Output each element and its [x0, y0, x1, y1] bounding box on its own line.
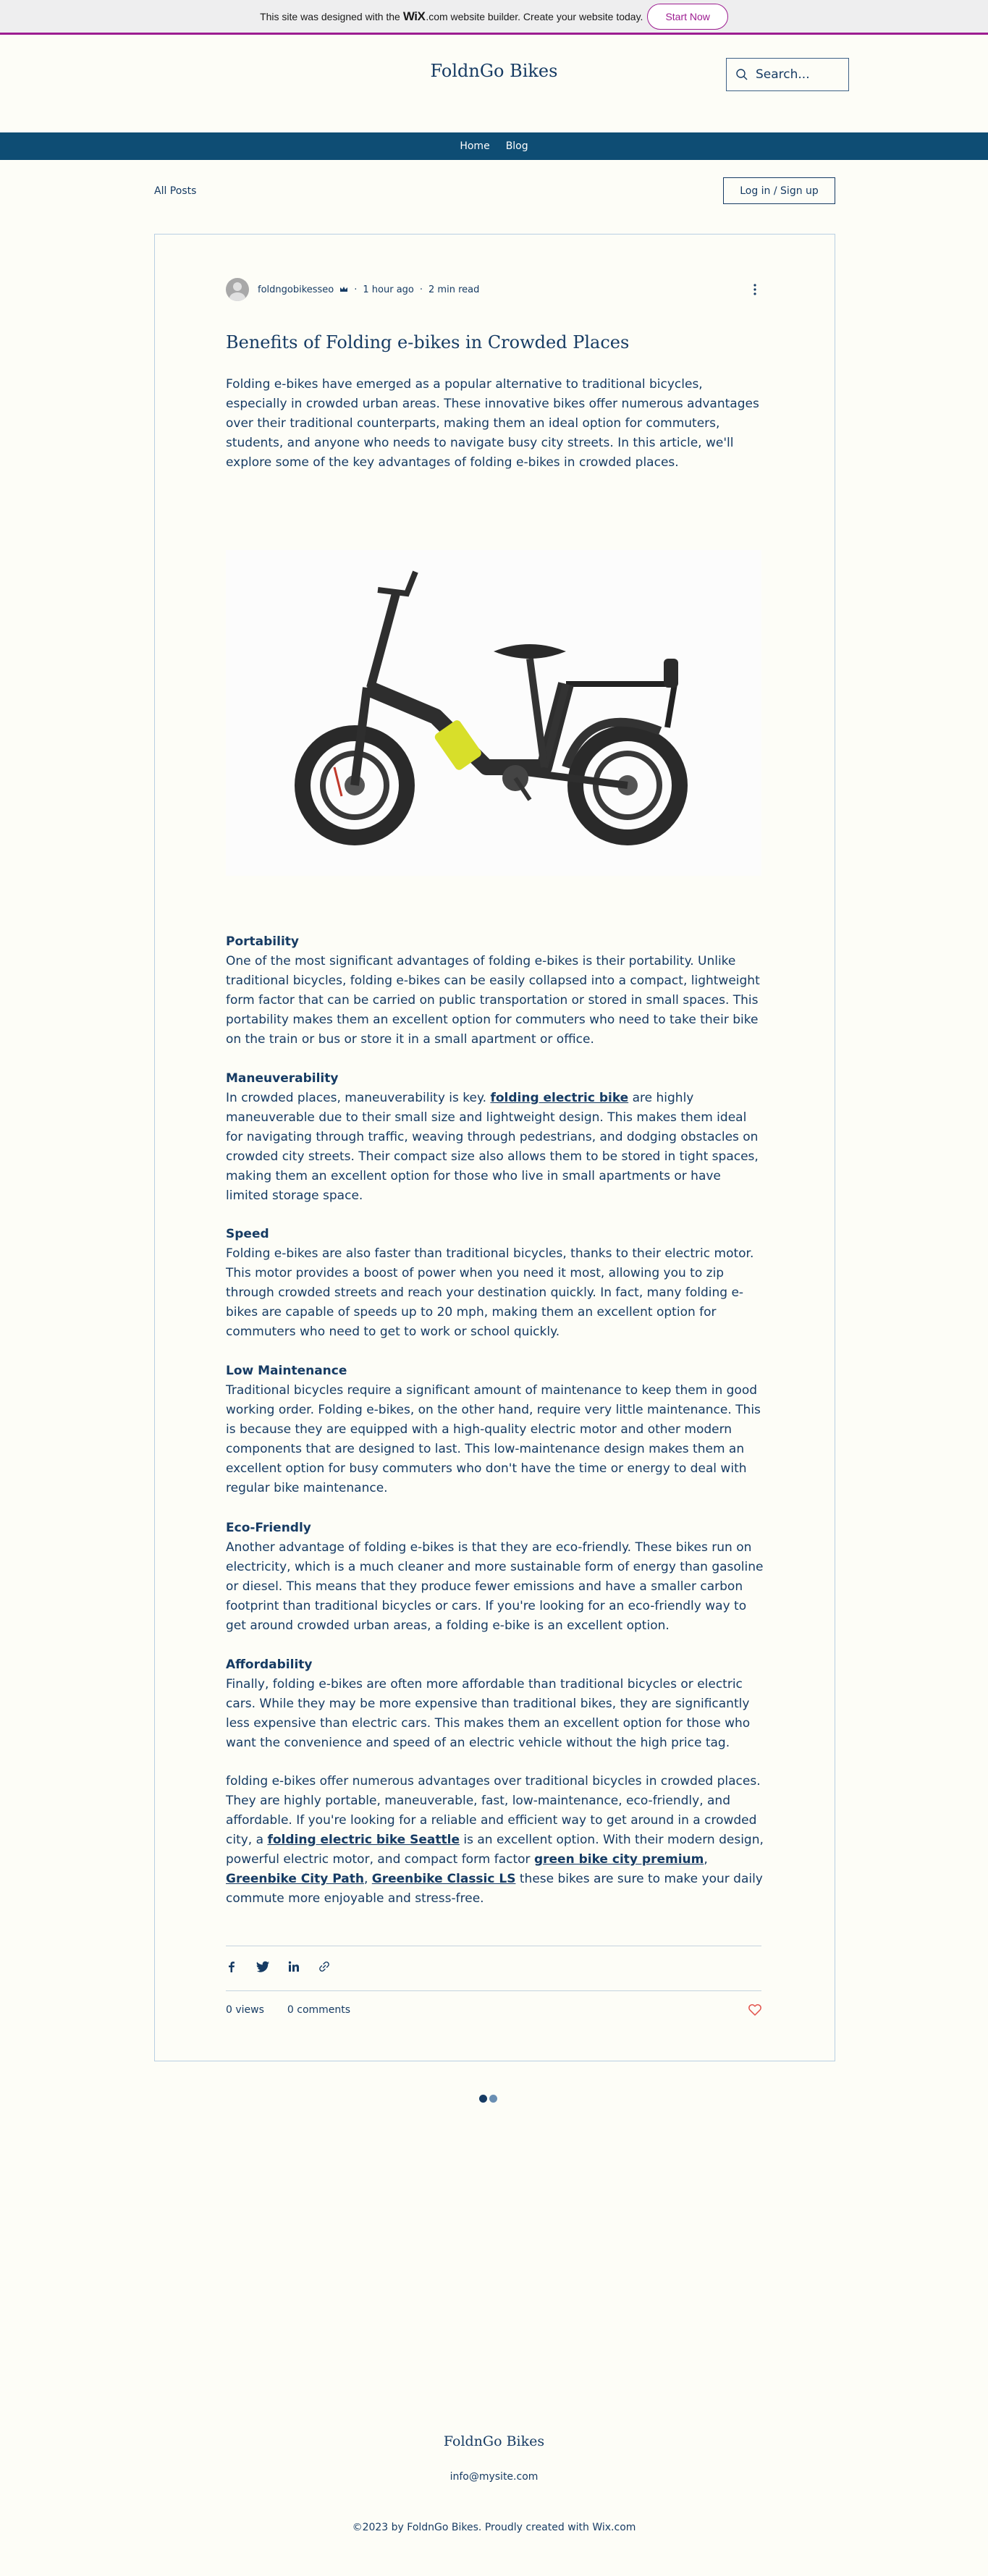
conclusion-text: is an excellent option. With their modern design, powerful electric motor, and compact form factor: [226, 1833, 764, 1867]
folding-ebike-image: [226, 550, 761, 876]
share-bar: [226, 1961, 330, 1972]
meta-separator: ·: [419, 284, 423, 295]
folding-electric-bike-seattle-link[interactable]: folding electric bike Seattle: [267, 1833, 460, 1847]
site-title[interactable]: FoldnGo Bikes: [430, 61, 558, 81]
nav-blog[interactable]: Blog: [505, 140, 528, 152]
section-heading: Affordability: [226, 1657, 313, 1672]
read-time: 2 min read: [428, 284, 480, 295]
footer-email-link[interactable]: info@mysite.com: [449, 2471, 539, 2483]
wix-banner: [0, 0, 988, 35]
section-text: Finally, folding e-bikes are often more affordable than traditional bicycles or electric cars. While they may be more expensive than traditional bikes, they are significantly less expensive than electric cars. This makes them an excellent option for those who want the convenience and speed of an electric vehicle without the high price tag.: [226, 1677, 751, 1750]
section-maneuverability: [226, 1069, 765, 1206]
meta-separator: ·: [354, 284, 358, 295]
all-posts-link[interactable]: All Posts: [154, 185, 197, 197]
views-count: 0 views: [226, 2004, 264, 2016]
linkedin-icon[interactable]: [288, 1961, 300, 1972]
author-name[interactable]: foldngobikesseo: [258, 284, 334, 295]
section-heading: Maneuverability: [226, 1071, 339, 1086]
section-heading: Low Maintenance: [226, 1364, 347, 1378]
search-box[interactable]: [726, 58, 849, 91]
maneuverability-text-before: In crowded places, maneuverability is key.: [226, 1091, 491, 1105]
post-time: 1 hour ago: [363, 284, 414, 295]
comments-count[interactable]: 0 comments: [287, 2004, 351, 2016]
footer-site-title: FoldnGo Bikes: [443, 2433, 545, 2449]
wix-logo[interactable]: WiX: [402, 9, 426, 23]
heart-icon[interactable]: [748, 2004, 761, 2016]
copy-link-icon[interactable]: [318, 1961, 330, 1972]
banner-text-before: This site was designed with the: [260, 10, 400, 22]
main-nav: [0, 132, 988, 160]
maneuverability-text-after: are highly maneuverable due to their small size and lightweight design. This makes them ideal for navigating through traffic, weaving through pedestrians, and dodging obstacles on crowded city streets. Their compact size also allows them to be stored in tight spaces, making them an excellent option for those who live in small apartments or have limited storage space.: [226, 1091, 759, 1203]
conclusion-text: ,: [363, 1872, 372, 1886]
section-text: [226, 1089, 765, 1206]
green-bike-city-premium-link[interactable]: green bike city premium: [533, 1852, 704, 1867]
section-eco-friendly: [226, 1519, 765, 1636]
author-avatar[interactable]: [226, 278, 249, 301]
search-icon: [735, 68, 748, 81]
section-portability: [226, 932, 765, 1050]
section-heading: Eco-Friendly: [226, 1521, 311, 1535]
post-intro: Folding e-bikes have emerged as a popular alternative to traditional bicycles, especially in crowded urban areas. These innovative bikes offer numerous advantages over their traditional counterparts, making them an ideal option for commuters, students, and anyone who needs to navigate busy city streets. In this article, we'll explore some of the key advantages of folding e-bikes in crowded places.: [226, 377, 759, 470]
section-low-maintenance: [226, 1361, 765, 1498]
section-text: Another advantage of folding e-bikes is that they are eco-friendly. These bikes run on electricity, which is a much cleaner and more sustainable form of energy than gasoline or diesel. This means that they produce fewer emissions and have a smaller carbon footprint than traditional bicycles or cars. If you're looking for an eco-friendly way to get around crowded urban areas, a folding e-bike is an excellent option.: [226, 1540, 764, 1633]
conclusion-text: folding e-bikes offer numerous advantages over traditional bicycles in crowded places. They are highly portable, maneuverable, fast, low-maintenance, eco-friendly, and affordable. If you're looking for a reliable and efficient way to get around in a crowded city, a: [226, 1774, 761, 1847]
login-signup-button[interactable]: Log in / Sign up: [723, 177, 835, 204]
loader-dot: [489, 2095, 497, 2103]
footer-copyright: ©2023 by FoldnGo Bikes. Proudly created with Wix.com: [352, 2522, 636, 2533]
section-affordability: [226, 1655, 765, 1753]
section-speed: [226, 1225, 765, 1342]
post-conclusion: [226, 1772, 765, 1909]
share-divider-bottom: [226, 1990, 761, 1991]
more-options-icon[interactable]: [750, 281, 760, 298]
section-heading: Portability: [226, 934, 299, 949]
nav-home[interactable]: Home: [460, 140, 490, 152]
section-text: One of the most significant advantages of folding e-bikes is their portability. Unlike traditional bicycles, folding e-bikes can be easily collapsed into a compact, lightweight form factor that can be carried on public transportation or stored in small spaces. This portability makes them an excellent option for commuters who need to take their bike on the train or bus or store it in a small apartment or office.: [226, 954, 760, 1047]
loading-indicator: [479, 2095, 497, 2103]
section-text: Traditional bicycles require a significant amount of maintenance to keep them in good working order. Folding e-bikes, on the other hand, require very little maintenance. This is because they are equipped with a high-quality electric motor and other modern components that are designed to last. This low-maintenance design makes them an excellent option for busy commuters who don't have the time or energy to deal with regular bike maintenance.: [226, 1383, 761, 1495]
greenbike-city-path-link[interactable]: Greenbike City Path: [226, 1872, 364, 1886]
crown-icon: [339, 286, 348, 293]
start-now-button[interactable]: Start Now: [647, 4, 727, 30]
twitter-icon[interactable]: [256, 1961, 269, 1972]
section-heading: Speed: [226, 1227, 269, 1241]
post-stats: [226, 2004, 350, 2016]
facebook-icon[interactable]: [226, 1961, 237, 1972]
folding-electric-bike-link[interactable]: folding electric bike: [490, 1091, 629, 1105]
post-meta: [226, 278, 479, 301]
search-input[interactable]: [756, 67, 843, 82]
conclusion-text: these bikes are sure to make your daily commute more enjoyable and stress-free.: [226, 1872, 763, 1906]
banner-text-after: .com website builder. Create your website today.: [426, 10, 643, 22]
conclusion-text: ,: [704, 1852, 708, 1867]
loader-dot: [479, 2095, 487, 2103]
section-text: Folding e-bikes are also faster than traditional bicycles, thanks to their electric motor. This motor provides a boost of power when you need it most, allowing you to zip through crowded streets and reach your destination quickly. In fact, many folding e-bikes are capable of speeds up to 20 mph, making them an excellent option for commuters who need to get to work or school quickly.: [226, 1246, 754, 1339]
post-title: Benefits of Folding e-bikes in Crowded Places: [226, 332, 630, 352]
greenbike-classic-ls-link[interactable]: Greenbike Classic LS: [371, 1872, 516, 1886]
